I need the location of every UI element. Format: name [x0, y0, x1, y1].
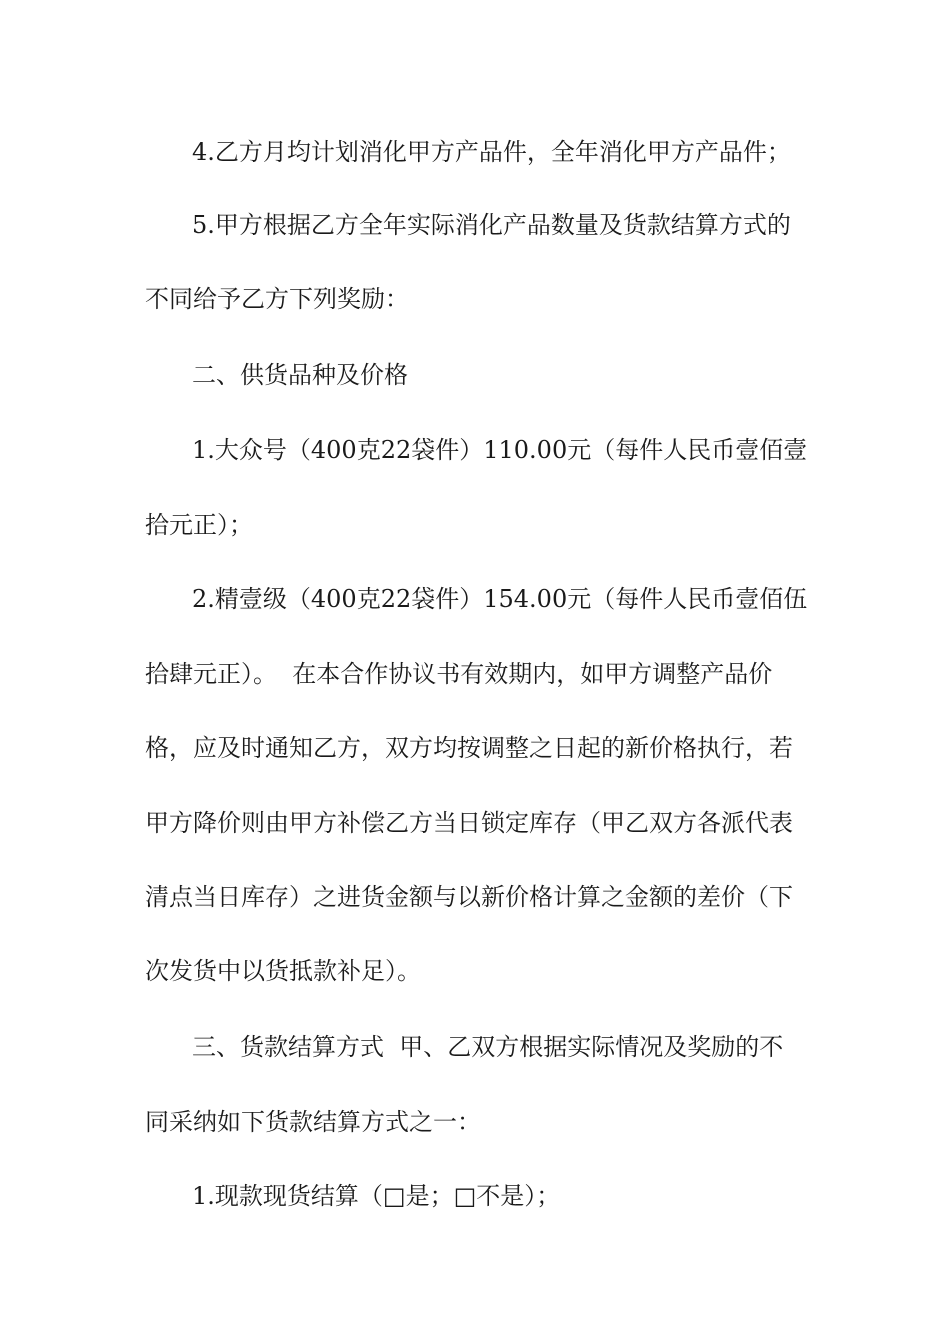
- price-item-1-line-1: 1.大众号（400克22袋件）110.00元（每件人民币壹佰壹: [192, 436, 808, 464]
- price-item-2-line-2: 拾肆元正）。 在本合作协议书有效期内，如甲方调整产品价: [145, 660, 773, 688]
- price-adjustment-line-1: 格，应及时通知乙方，双方均按调整之日起的新价格执行，若: [145, 734, 793, 762]
- price-item-1-line-2: 拾元正）；: [145, 511, 253, 539]
- paragraph-item-4-line: 4.乙方月均计划消化甲方产品件，全年消化甲方产品件；: [192, 138, 791, 166]
- payment-method-line-2: 同采纳如下货款结算方式之一：: [145, 1108, 481, 1136]
- section-heading-payment-method: 三、货款结算方式 甲、乙双方根据实际情况及奖励的不: [192, 1033, 784, 1061]
- price-adjustment-line-4: 次发货中以货抵款补足）。: [145, 957, 421, 985]
- section-heading-supply-varieties: 二、供货品种及价格: [192, 361, 408, 389]
- price-adjustment-line-3: 清点当日库存）之进货金额与以新价格计算之金额的差价（下: [145, 883, 793, 911]
- paragraph-item-5-line-2: 不同给予乙方下列奖励：: [145, 285, 409, 313]
- price-item-2-line-1: 2.精壹级（400克22袋件）154.00元（每件人民币壹佰伍: [192, 585, 808, 613]
- price-adjustment-line-2: 甲方降价则由甲方补偿乙方当日锁定库存（甲乙双方各派代表: [145, 809, 793, 837]
- paragraph-item-5-line-1: 5.甲方根据乙方全年实际消化产品数量及货款结算方式的: [192, 211, 791, 239]
- payment-option-1: 1.现款现货结算（□是；□不是）；: [192, 1182, 561, 1210]
